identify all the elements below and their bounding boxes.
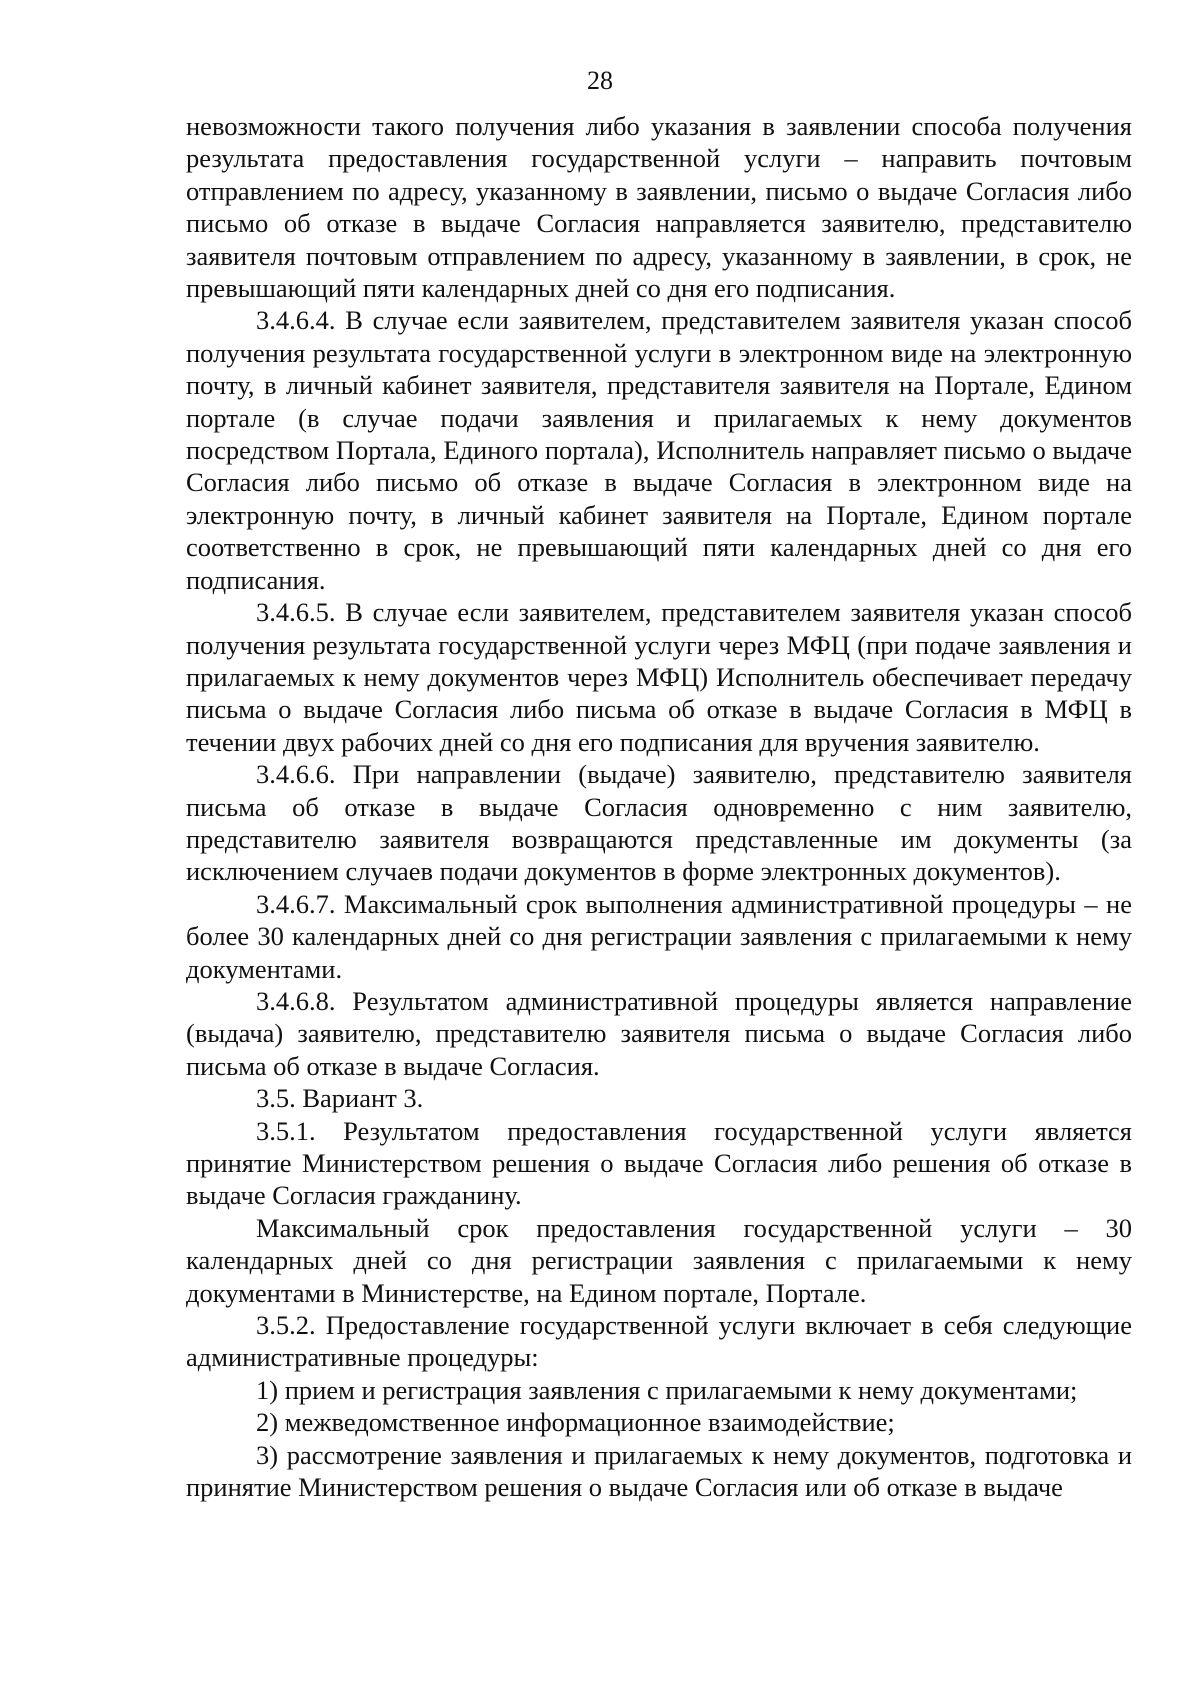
list-item-1: 1) прием и регистрация заявления с прилагаемыми к нему документами; <box>256 1374 1078 1405</box>
list-item-3: 3) рассмотрение заявления и прилагаемых к нему документов, подготовка и принятие Министерством решения о выдаче Согласия или об отказе в выдаче <box>186 1439 1132 1503</box>
paragraph-max-term: Максимальный срок предоставления государственной услуги – 30 календарных дней со дня регистрации заявления с прилагаемыми к нему документами в Министерстве, на Едином портале, Портале. <box>186 1212 1132 1308</box>
section-heading-3-5: 3.5. Вариант 3. <box>256 1083 424 1114</box>
paragraph-3-4-6-4: 3.4.6.4. В случае если заявителем, представителем заявителя указан способ получения результата государственной услуги в электронном виде на электронную почту, в личный кабинет заявителя, представителя заявителя на Портале, Едином портале (в случае подачи заявления и прилагаемых к нему документов посредством Портала, Единого портала), Исполнитель направляет письмо о выдаче Согласия либо письмо об отказе в выдаче Согласия в электронном виде на электронную почту, в личный кабинет заявителя на Портале, Едином портале соответственно в срок, не превышающий пяти календарных дней со дня его подписания. <box>186 305 1132 595</box>
paragraph-3-4-6-5: 3.4.6.5. В случае если заявителем, представителем заявителя указан способ получения результата государственной услуги через МФЦ (при подаче заявления и прилагаемых к нему документов через МФЦ) Исполнитель обеспечивает передачу письма о выдаче Согласия либо письма об отказе в выдаче Согласия в МФЦ в течении двух рабочих дней со дня его подписания для вручения заявителю. <box>186 597 1132 757</box>
document-body <box>186 110 1132 1503</box>
paragraph-3-5-1: 3.5.1. Результатом предоставления государственной услуги является принятие Министерством решения о выдаче Согласия либо решения об отказе в выдаче Согласия гражданину. <box>186 1115 1132 1211</box>
paragraph-3-4-6-7: 3.4.6.7. Максимальный срок выполнения административной процедуры – не более 30 календарных дней со дня регистрации заявления с прилагаемыми к нему документами. <box>186 888 1132 984</box>
list-item-2: 2) межведомственное информационное взаимодействие; <box>256 1407 895 1438</box>
paragraph-3-5-2: 3.5.2. Предоставление государственной услуги включает в себя следующие административные процедуры: <box>186 1310 1132 1373</box>
page-number: 28 <box>587 66 613 95</box>
paragraph-3-4-6-8: 3.4.6.8. Результатом административной процедуры является направление (выдача) заявителю, представителю заявителя письма о выдаче Согласия либо письма об отказе в выдаче Согласия. <box>186 985 1132 1081</box>
paragraph-continuation: невозможности такого получения либо указания в заявлении способа получения результата предоставления государственной услуги – направить почтовым отправлением по адресу, указанному в заявлении, письмо о выдаче Согласия либо письмо об отказе в выдаче Согласия направляется заявителю, представителю заявителя почтовым отправлением по адресу, указанному в заявлении, в срок, не превышающий пяти календарных дней со дня его подписания. <box>186 111 1132 304</box>
paragraph-3-4-6-6: 3.4.6.6. При направлении (выдаче) заявителю, представителю заявителя письма об отказе в выдаче Согласия одновременно с ним заявителю, представителю заявителя возвращаются представленные им документы (за исключением случаев подачи документов в форме электронных документов). <box>186 759 1132 887</box>
